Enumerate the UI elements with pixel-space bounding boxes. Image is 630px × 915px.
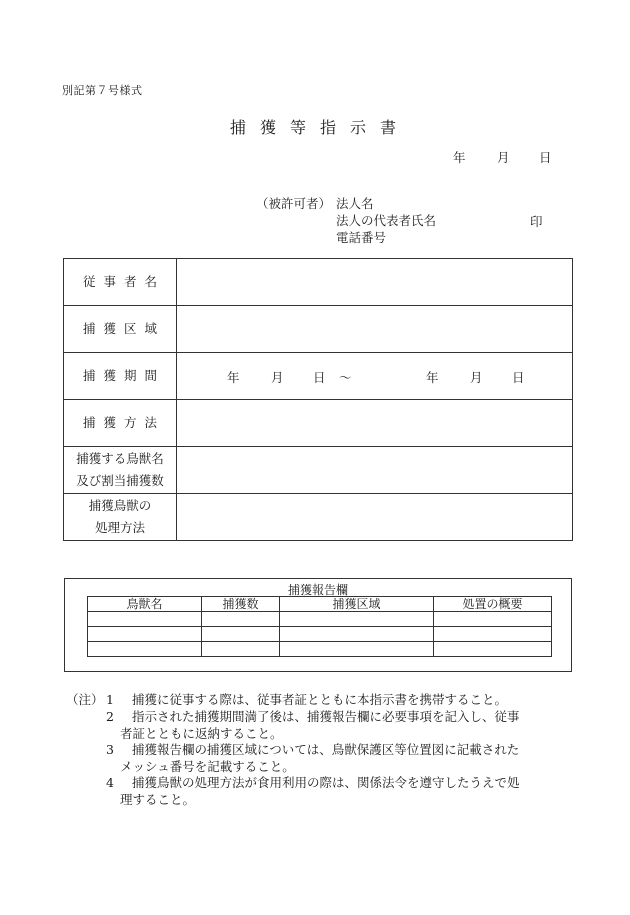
report-cell[interactable]: [434, 627, 552, 642]
period-month2: 月: [470, 370, 483, 385]
capture-report-title: 捕獲報告欄: [287, 583, 348, 597]
report-cell[interactable]: [280, 627, 434, 642]
disposal-label-line2: 処理方法: [94, 520, 145, 535]
row-capture-method: [64, 400, 573, 447]
form-number: 別記第７号様式: [62, 84, 143, 97]
row-species: [64, 447, 573, 494]
note-item-2: 2 指示された捕獲期間満了後は、捕獲報告欄に必要事項を記入し、従事 者証とともに返納すること。: [106, 709, 520, 741]
report-cell[interactable]: [434, 612, 552, 627]
report-header-species: 鳥獣名: [88, 597, 202, 612]
note-item-3: 3 捕獲報告欄の捕獲区域については、鳥獣保護区等位置図に記載された メッシュ番号を記載すること。: [106, 742, 520, 774]
period-day2: 日: [512, 370, 525, 385]
disposal-field[interactable]: [177, 494, 573, 541]
period-month1: 月: [271, 370, 284, 385]
corp-name-label: 法人名: [336, 196, 374, 211]
report-cell[interactable]: [88, 642, 202, 657]
seal-mark: 印: [530, 214, 543, 229]
capture-period-label: 捕獲期間: [82, 368, 165, 383]
capture-area-label: 捕獲区域: [82, 321, 165, 336]
worker-name-field[interactable]: [177, 259, 573, 306]
date-day-label: 日: [539, 150, 552, 165]
capture-method-field[interactable]: [177, 400, 573, 447]
report-row: [88, 627, 552, 642]
species-label-line1: 捕獲する鳥獣名: [76, 451, 164, 466]
capture-period-field[interactable]: [177, 353, 573, 400]
report-cell[interactable]: [280, 612, 434, 627]
document-title: 捕獲等指示書: [229, 118, 410, 137]
worker-name-label: 従事者名: [82, 274, 165, 289]
report-row: [88, 612, 552, 627]
disposal-label-line1: 捕獲鳥獣の: [88, 498, 152, 513]
date-year-label: 年: [453, 150, 466, 165]
report-cell[interactable]: [434, 642, 552, 657]
row-worker-name: [64, 259, 573, 306]
period-year2: 年: [426, 370, 439, 385]
report-cell[interactable]: [88, 612, 202, 627]
row-capture-area: [64, 306, 573, 353]
report-header-area: 捕獲区域: [280, 597, 434, 612]
capture-method-label: 捕獲方法: [82, 415, 165, 430]
report-cell[interactable]: [202, 612, 280, 627]
row-disposal: [64, 494, 573, 541]
phone-label: 電話番号: [336, 230, 387, 245]
note-item-1: 1 捕獲に従事する際は、従事者証とともに本指示書を携帯すること。: [106, 692, 508, 707]
period-tilde: ～: [339, 370, 352, 385]
report-cell[interactable]: [202, 642, 280, 657]
report-cell[interactable]: [280, 642, 434, 657]
capture-report-table: [87, 596, 552, 657]
capture-report-box: [64, 578, 572, 672]
report-header-row: [88, 597, 552, 612]
applicant-paren-label: （被許可者）: [256, 196, 332, 211]
note-item-4: 4 捕獲鳥獣の処理方法が食用利用の際は、関係法令を遵守したうえで処 理すること。: [106, 775, 520, 807]
representative-label: 法人の代表者氏名: [336, 213, 437, 228]
report-cell[interactable]: [88, 627, 202, 642]
report-header-summary: 処置の概要: [434, 597, 552, 612]
report-row: [88, 642, 552, 657]
date-month-label: 月: [497, 150, 510, 165]
period-year1: 年: [227, 370, 240, 385]
species-field[interactable]: [177, 447, 573, 494]
period-day1: 日: [313, 370, 326, 385]
instruction-table: [63, 258, 573, 541]
row-capture-period: [64, 353, 573, 400]
notes-prefix: （注）: [66, 692, 104, 707]
report-header-count: 捕獲数: [202, 597, 280, 612]
report-cell[interactable]: [202, 627, 280, 642]
capture-area-field[interactable]: [177, 306, 573, 353]
species-label-line2: 及び割当捕獲数: [76, 473, 164, 488]
